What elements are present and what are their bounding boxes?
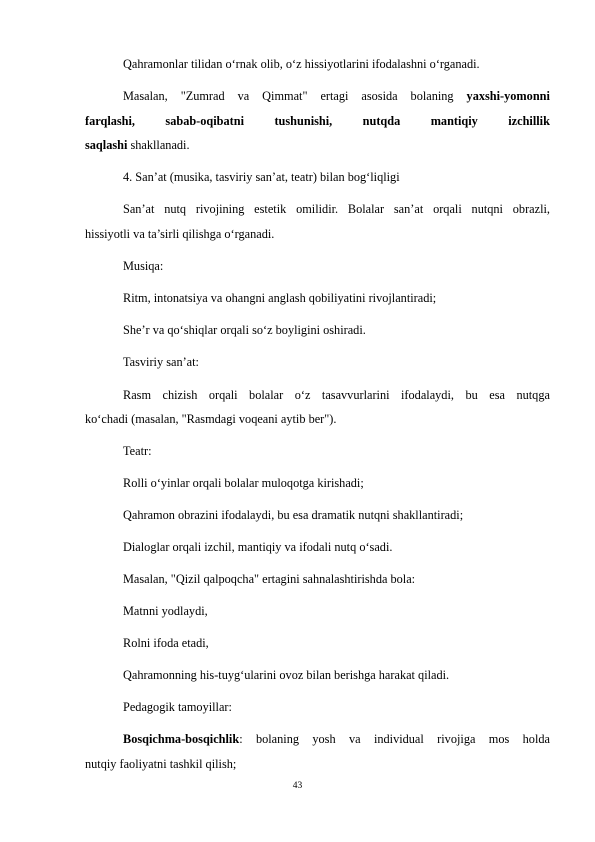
paragraph-line: Matnni yodlaydi, [123,604,208,618]
paragraph-line: She’r va qo‘shiqlar orqali so‘z boyligini oshiradi. [123,323,366,337]
paragraph-line: Rolli o‘yinlar orqali bolalar muloqotga kirishadi; [123,476,364,490]
section-heading: Pedagogik tamoyillar: [123,700,232,714]
paragraph-line: Ritm, intonatsiya va ohangni anglash qobiliyatini rivojlantiradi; [123,291,437,305]
word: individual [373,732,424,746]
subheading: Teatr: [123,444,152,458]
word: nutqga [516,388,550,402]
paragraph-line: ko‘chadi (masalan, "Rasmdagi voqeani aytib ber"). [85,412,337,426]
paragraph-line: Masalan, "Qizil qalpoqcha" ertagini sahnalashtirishda bola: [123,572,416,586]
word: rivojiga [437,732,476,746]
word: ertagi [320,89,349,103]
subheading: Musiqa: [123,259,164,273]
paragraph-line: Qahramon obrazini ifodalaydi, bu esa dramatik nutqni shakllantiradi; [123,508,464,522]
paragraph-line: hissiyotli va ta’sirli qilishga o‘rganadi. [85,227,275,241]
paragraph-line: Qahramonlar tilidan o‘rnak olib, o‘z hissiyotlarini ifodalashni o‘rganadi. [123,57,480,71]
paragraph-line: San’at nutq rivojining estetik omilidir. Bolalar san’at orqali nutqni obrazli, [123,202,550,216]
subheading: Tasviriy san’at: [123,355,199,369]
word: tushunishi, [274,114,333,128]
section-heading: 4. San’at (musika, tasviriy san’at, teatr) bilan bog‘liqligi [123,170,400,184]
paragraph-line-justified-bold [85,114,550,128]
word: chizish [162,388,198,402]
paragraph-line: Rolni ifoda etadi, [123,636,209,650]
bold-phrase: yaxshi-yomonni [466,89,550,103]
bold-term-group [123,732,243,746]
word: farqlashi, [85,114,135,128]
word: sabab-oqibatni [165,114,245,128]
word: yosh [312,732,336,746]
word: bu [465,388,478,402]
word: tasavvurlarini [321,388,390,402]
word: asosida [361,89,398,103]
word: o‘z [294,388,311,402]
word: mantiqiy [430,114,478,128]
bold-phrase: saqlashi [85,138,128,152]
word: esa [489,388,505,402]
word: izchillik [508,114,550,128]
line-text: shakllanadi. [127,138,190,152]
word: ifodalaydi, [401,388,454,402]
paragraph-line-justified [123,732,550,746]
word: bolaning [410,89,454,103]
word: Rasm [123,388,152,402]
word: orqali [208,388,238,402]
word: Qimmat" [262,89,308,103]
word: "Zumrad [180,89,225,103]
paragraph-line: Dialoglar orqali izchil, mantiqiy va ifodali nutq o‘sadi. [123,540,393,554]
paragraph-line-justified [123,89,550,103]
paragraph-line-justified [123,388,550,402]
word: Masalan, [123,89,168,103]
word: va [348,732,361,746]
paragraph-line: nutqiy faoliyatni tashkil qilish; [85,757,237,771]
bold-phrase: Bosqichma-bosqichlik [123,732,240,746]
page-number: 43 [292,781,303,791]
word: bolalar [249,388,284,402]
word: bolaning [255,732,300,746]
word: holda [522,732,550,746]
word: mos [488,732,510,746]
word: va [237,89,250,103]
word: : [239,732,243,746]
word: nutqda [362,114,401,128]
paragraph-line [85,138,190,152]
paragraph-line: Qahramonning his-tuyg‘ularini ovoz bilan berishga harakat qiladi. [123,668,450,682]
